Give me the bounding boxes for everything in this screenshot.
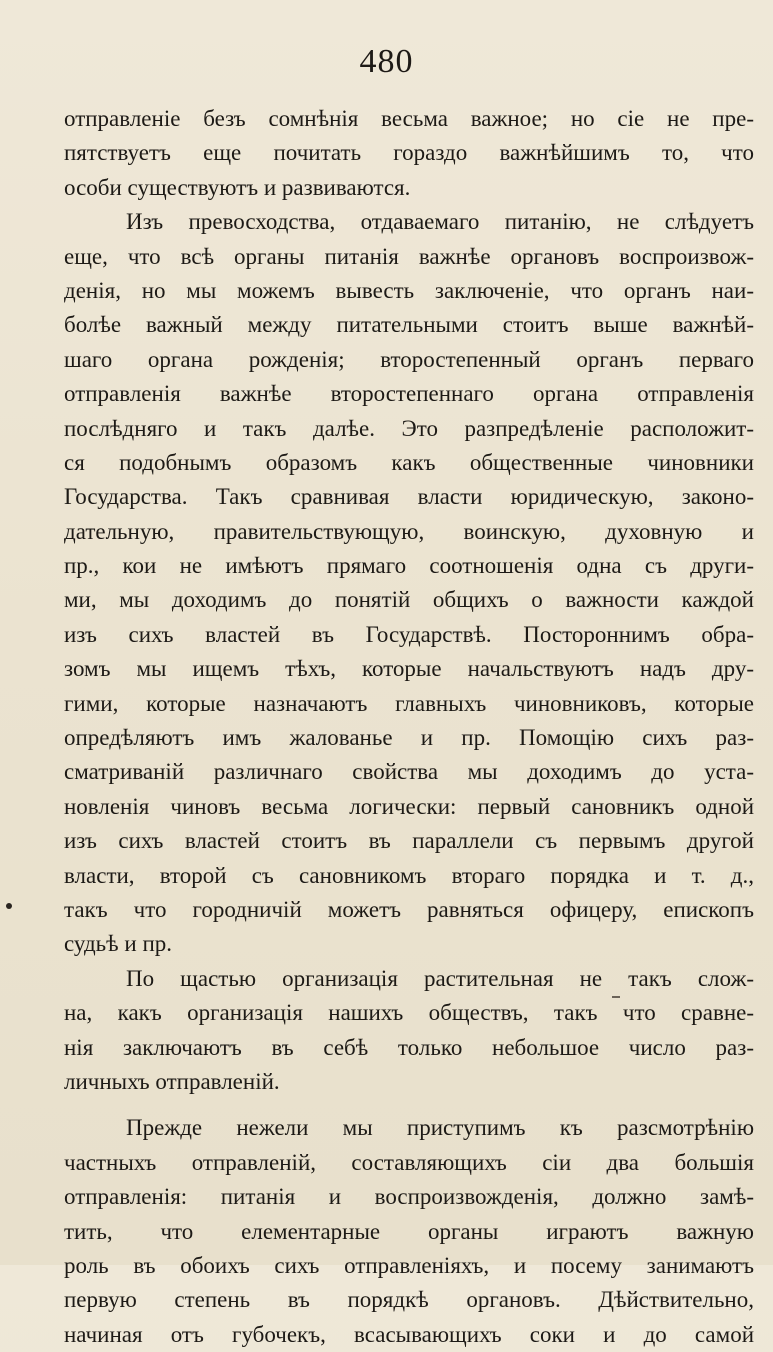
- text-line: сматриваній различнаго свойства мы доходимъ до уста-: [64, 759, 754, 785]
- text-line: пр., кои не имѣютъ прямаго соотношенія одна съ други-: [64, 553, 754, 579]
- ink-mark: [612, 996, 620, 998]
- text-line: денія, но мы можемъ вывесть заключеніе, что органъ наи-: [64, 277, 754, 303]
- text-line: болѣе важный между питательными стоитъ выше важнѣй-: [64, 312, 754, 338]
- text-line: послѣдняго и такъ далѣе. Это разпредѣленіе расположит-: [64, 415, 754, 441]
- text-line: ся подобнымъ образомъ какъ общественные чиновники: [64, 449, 754, 475]
- text-line: шаго органа рожденія; второстепенный органъ перваго: [64, 346, 754, 372]
- text-line: личныхъ отправленій.: [64, 1068, 280, 1094]
- text-line: отправленія важнѣе второстепеннаго органа отправленія: [64, 381, 754, 407]
- text-line: тить, что елементарные органы играютъ важную: [64, 1218, 754, 1244]
- text-line: Прежде нежели мы приступимъ къ разсмотрѣнію: [126, 1115, 754, 1141]
- text-line: роль въ обоихъ сихъ отправленіяхъ, и посему занимаютъ: [64, 1252, 754, 1278]
- text-line: пятствуетъ еще почитать гораздо важнѣйшимъ то, что: [64, 140, 754, 166]
- text-line: Изъ превосходства, отдаваемаго питанію, не слѣдуетъ: [126, 209, 754, 235]
- text-line: отправленіе безъ сомнѣнія весьма важное; но сіе не пре-: [64, 106, 754, 131]
- text-line: такъ что городничій можетъ равняться офицеру, епископъ: [64, 896, 754, 922]
- text-line: гими, которые назначаютъ главныхъ чиновниковъ, которые: [64, 690, 754, 716]
- text-line: особи существуютъ и развиваются.: [64, 174, 411, 200]
- text-line: изъ сихъ властей стоитъ въ параллели съ первымъ другой: [64, 828, 754, 854]
- text-line: Государства. Такъ сравнивая власти юридическую, законо-: [64, 484, 754, 510]
- text-line: начиная отъ губочекъ, всасывающихъ соки и до самой: [64, 1321, 754, 1347]
- text-line: опредѣляютъ имъ жалованье и пр. Помощію сихъ раз-: [64, 725, 754, 751]
- text-line: на, какъ организація нашихъ обществъ, такъ что сравне-: [64, 1000, 754, 1026]
- body-text: [64, 102, 754, 1352]
- text-line: нія заключаютъ въ себѣ только небольшое число раз-: [64, 1034, 754, 1060]
- text-line: еще, что всѣ органы питанія важнѣе органовъ воспроизвож-: [64, 243, 754, 269]
- text-line: власти, второй съ сановникомъ втораго порядка и т. д.,: [64, 862, 754, 888]
- text-line: дательную, правительствующую, воинскую, духовную и: [64, 518, 754, 544]
- text-line: судьѣ и пр.: [64, 931, 173, 957]
- text-line: По щастью организація растительная не такъ слож-: [126, 965, 754, 991]
- page-number: 480: [359, 43, 414, 80]
- text-line: зомъ мы ищемъ тѣхъ, которые начальствуютъ надъ дру-: [64, 656, 754, 682]
- text-line: первую степень въ порядкѣ органовъ. Дѣйствительно,: [64, 1287, 754, 1313]
- text-line: новленія чиновъ весьма логически: первый сановникъ одной: [64, 793, 754, 819]
- margin-mark: [6, 903, 12, 909]
- text-line: изъ сихъ властей въ Государствѣ. Постороннимъ обра-: [64, 621, 754, 647]
- text-line: частныхъ отправленій, составляющихъ сіи два большія: [64, 1149, 754, 1175]
- text-line: отправленія: питанія и воспроизвожденія, должно замѣ-: [64, 1184, 754, 1210]
- text-line: ми, мы доходимъ до понятій общихъ о важности каждой: [64, 587, 754, 613]
